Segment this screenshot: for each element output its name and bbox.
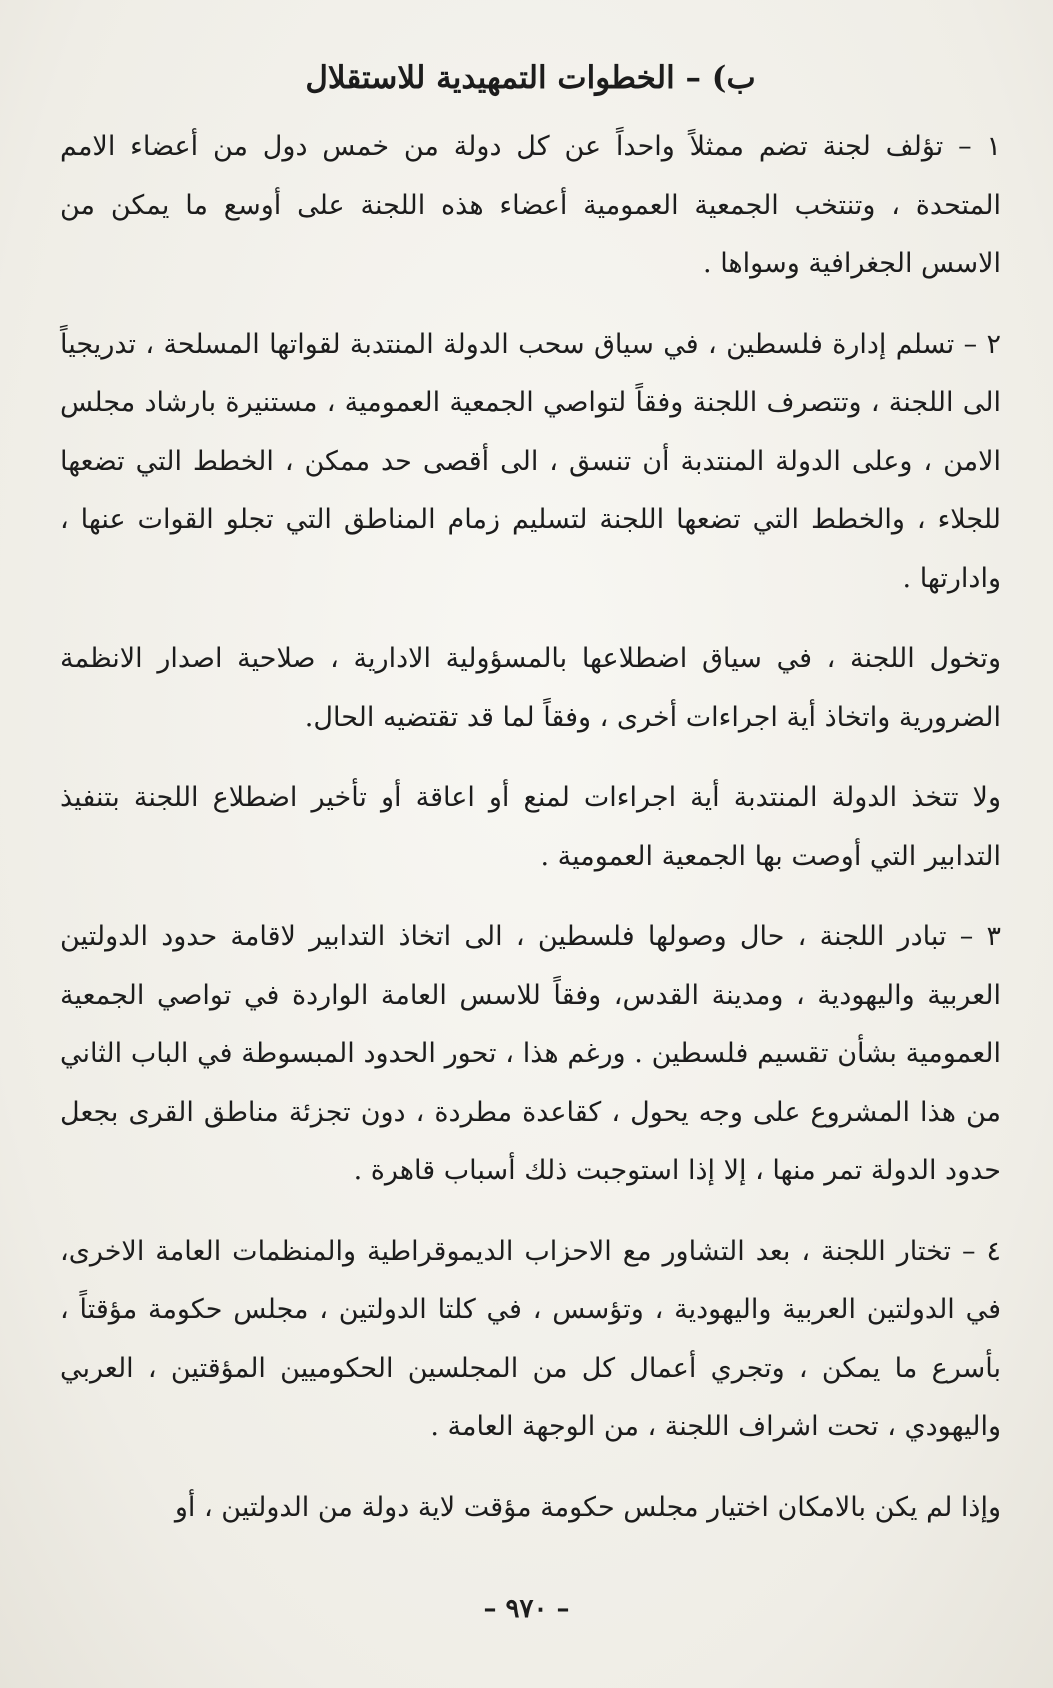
paragraph-2: ٢ – تسلم إدارة فلسطين ، في سياق سحب الدولة المنتدبة لقواتها المسلحة ، تدريجياً الى اللجنة ، وتتصرف اللجنة وفقاً لتواصي الجمعية العمومية ، مستنيرة بارشاد مجلس الامن ، وعلى الدولة المنتدبة أن تنسق ، الى أقصى حد ممكن ، الخطط التي تضعها للجلاء ، والخطط التي تضعها اللجنة لتسليم زمام المناطق التي تجلو القوات عنها ، وادارتها . (60, 328, 1001, 594)
paragraph-4: ولا تتخذ الدولة المنتدبة أية اجراءات لمنع أو اعاقة أو تأخير اضطلاع اللجنة بتنفيذ التدابير التي أوصت بها الجمعية العمومية . (60, 782, 1001, 872)
body-text (60, 118, 1001, 1537)
paragraph-3: وتخول اللجنة ، في سياق اضطلاعها بالمسؤولية الادارية ، صلاحية اصدار الانظمة الضرورية واتخاذ أية اجراءات أخرى ، وفقاً لما قد تقتضيه الحال. (60, 643, 1001, 733)
paragraph-5: ٣ – تبادر اللجنة ، حال وصولها فلسطين ، الى اتخاذ التدابير لاقامة حدود الدولتين العربية واليهودية ، ومدينة القدس، وفقاً للاسس العامة الواردة في تواصي الجمعية العمومية بشأن تقسيم فلسطين . ورغم هذا ، تحور الحدود المبسوطة في الباب الثاني من هذا المشروع على وجه يحول ، كقاعدة مطردة ، دون تجزئة مناطق القرى بجعل حدود الدولة تمر منها ، إلا إذا استوجبت ذلك أسباب قاهرة . (60, 921, 1001, 1186)
section-heading: ب) – الخطوات التمهيدية للاستقلال (305, 60, 756, 96)
page-number: – ٩٧٠ – (483, 1594, 570, 1624)
paragraph-1: ١ – تؤلف لجنة تضم ممثلاً واحداً عن كل دولة من خمس دول من أعضاء الامم المتحدة ، وتنتخب الجمعية العمومية أعضاء هذه اللجنة على أوسع ما يمكن من الاسس الجغرافية وسواها . (60, 131, 1001, 279)
paragraph-6: ٤ – تختار اللجنة ، بعد التشاور مع الاحزاب الديموقراطية والمنظمات العامة الاخرى، في الدولتين العربية واليهودية ، وتؤسس ، في كلتا الدولتين ، مجلس حكومة مؤقتاً ، بأسرع ما يمكن ، وتجري أعمال كل من المجلسين الحكوميين المؤقتين ، العربي واليهودي ، تحت اشراف اللجنة ، من الوجهة العامة . (60, 1235, 1001, 1442)
paragraph-7: وإذا لم يكن بالامكان اختيار مجلس حكومة مؤقت لاية دولة من الدولتين ، أو (174, 1491, 1001, 1523)
